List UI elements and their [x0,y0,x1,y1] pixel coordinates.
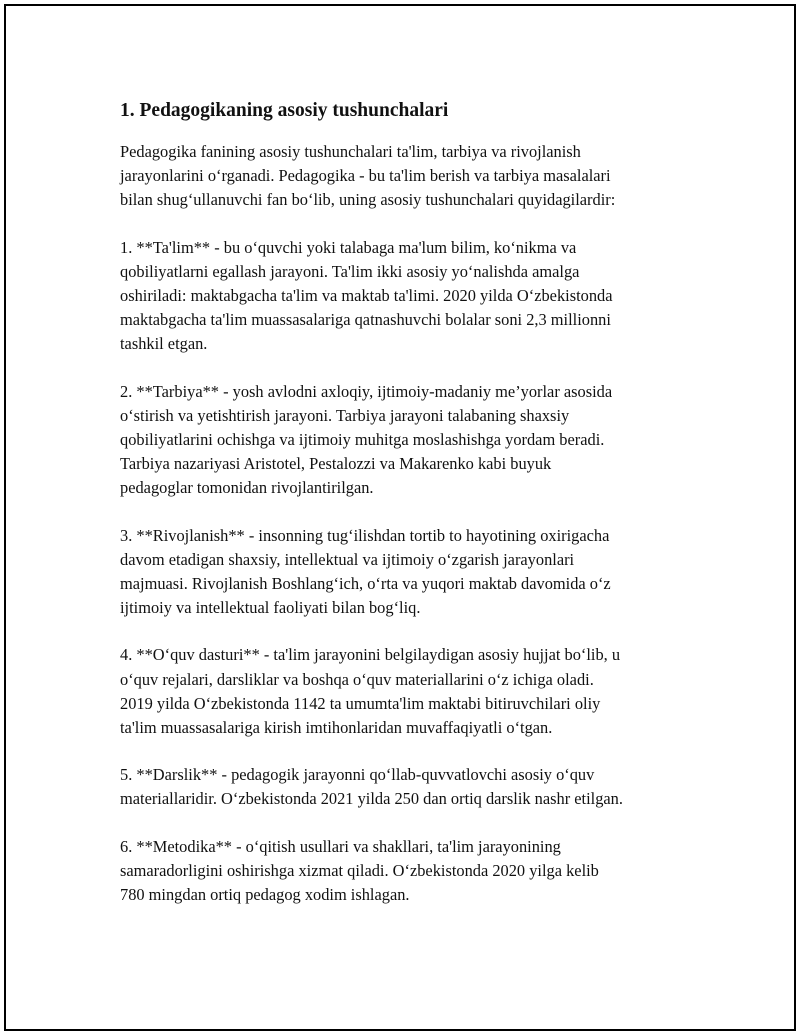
text-line: 4. **O‘quv dasturi** - ta'lim jarayonini belgilaydigan asosiy hujjat bo‘lib, u [120,645,621,665]
text-line: 3. **Rivojlanish** - insonning tug‘ilishdan tortib to hayotining oxirigacha [120,525,610,545]
paragraph-talim [120,236,700,357]
text-line: o‘quv rejalari, darsliklar va boshqa o‘quv materiallarini o‘z ichiga oladi. [120,669,594,689]
text-line: 5. **Darslik** - pedagogik jarayonni qo‘llab-quvvatlovchi asosiy o‘quv [120,765,595,785]
text-line: ijtimoiy va intellektual faoliyati bilan bog‘liq. [120,598,421,618]
section-title: 1. Pedagogikaning asosiy tushunchalari [120,100,449,121]
text-line: davom etadigan shaxsiy, intellektual va ijtimoiy o‘zgarish jarayonlari [120,549,575,569]
paragraph-oquv-dasturi [120,643,700,740]
paragraph-metodika [120,835,700,908]
text-line: pedagoglar tomonidan rivojlantirilgan. [120,478,374,498]
paragraph-intro [120,140,700,213]
text-line: qobiliyatlarini ochishga va ijtimoiy muhitga moslashishga yordam beradi. [120,430,605,450]
text-line: majmuasi. Rivojlanish Boshlang‘ich, o‘rta va yuqori maktab davomida o‘z [120,574,611,594]
text-line: Pedagogika fanining asosiy tushunchalari ta'lim, tarbiya va rivojlanish [120,142,581,161]
text-line: oshiriladi: maktabgacha ta'lim va maktab ta'limi. 2020 yilda O‘zbekistonda [120,286,613,306]
document-body [120,98,700,930]
text-line: 6. **Metodika** - o‘qitish usullari va shakllari, ta'lim jarayonining [120,836,561,856]
text-line: materiallaridir. O‘zbekistonda 2021 yilda 250 dan ortiq darslik nashr etilgan. [120,789,623,809]
text-line: o‘stirish va yetishtirish jarayoni. Tarbiya jarayoni talabaning shaxsiy [120,405,570,425]
text-line: ta'lim muassasalariga kirish imtihonlaridan muvaffaqiyatli o‘tgan. [120,718,553,738]
text-line: Tarbiya nazariyasi Aristotel, Pestalozzi va Makarenko kabi buyuk [120,454,552,474]
paragraph-tarbiya [120,380,700,501]
text-line: 780 mingdan ortiq pedagog xodim ishlagan. [120,885,410,905]
text-line: bilan shug‘ullanuvchi fan bo‘lib, uning asosiy tushunchalari quyidagilardir: [120,190,616,210]
paragraph-darslik [120,763,700,811]
text-line: tashkil etgan. [120,334,208,354]
text-line: jarayonlarini o‘rganadi. Pedagogika - bu ta'lim berish va tarbiya masalalari [120,166,611,186]
text-line: 1. **Ta'lim** - bu o‘quvchi yoki talabaga ma'lum bilim, ko‘nikma va [120,237,577,257]
text-line: 2. **Tarbiya** - yosh avlodni axloqiy, ijtimoiy-madaniy me’yorlar asosida [120,381,613,401]
text-line: samaradorligini oshirishga xizmat qiladi. O‘zbekistonda 2020 yilga kelib [120,860,599,880]
paragraph-rivojlanish [120,524,700,621]
text-line: 2019 yilda O‘zbekistonda 1142 ta umumta'lim maktabi bitiruvchilari oliy [120,693,601,713]
text-line: maktabgacha ta'lim muassasalariga qatnashuvchi bolalar soni 2,3 millionni [120,310,611,330]
text-line: qobiliyatlarni egallash jarayoni. Ta'lim ikki asosiy yo‘nalishda amalga [120,261,580,281]
page-frame [4,4,796,1031]
